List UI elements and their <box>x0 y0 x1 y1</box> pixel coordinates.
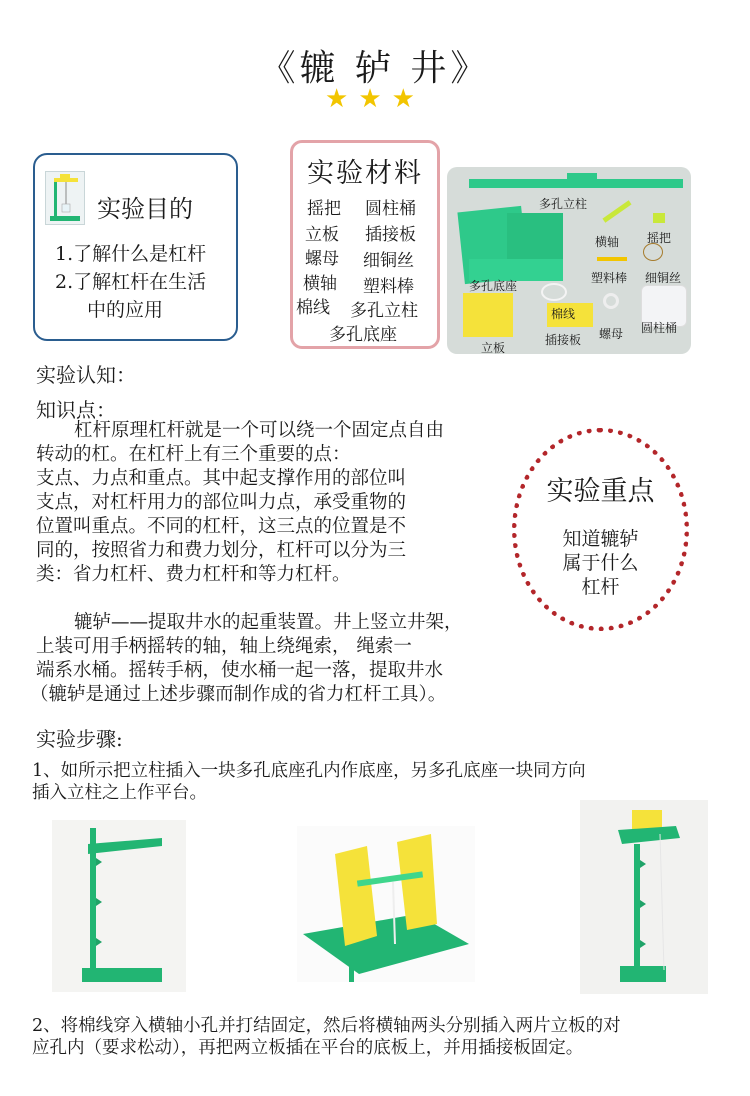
material-item: 塑料棒 <box>363 277 414 297</box>
windlass-line: （辘轳是通过上述步骤而制作成的省力杠杆工具）。 <box>30 684 447 705</box>
material-item: 多孔立柱 <box>350 301 418 321</box>
photo-label: 摇把 <box>647 231 672 245</box>
material-item: 细铜丝 <box>363 251 414 271</box>
material-item: 立板 <box>305 225 339 245</box>
photo-label: 插接板 <box>545 333 582 347</box>
steps-heading: 实验步骤: <box>36 727 123 751</box>
photo-label: 细铜丝 <box>645 271 682 285</box>
knowledge-line: 支点，对杠杆用力的部位叫力点，承受重物的 <box>36 492 407 513</box>
photo-part <box>602 200 631 222</box>
goal-item-2: 2.了解杠杆在生活 <box>55 271 207 293</box>
focus-line: 知道辘轳 <box>562 528 639 550</box>
knowledge-line: 杠杆原理杠杆就是一个可以绕一个固定点自由 <box>74 420 445 441</box>
photo-part <box>541 283 567 301</box>
photo-label: 横轴 <box>595 235 620 249</box>
material-item: 横轴 <box>303 274 337 294</box>
step1-photo-2 <box>297 826 475 982</box>
focus-title: 实验重点 <box>546 476 655 507</box>
photo-part <box>567 173 597 181</box>
photo-label: 塑料棒 <box>591 271 628 285</box>
material-item: 圆柱桶 <box>365 199 416 219</box>
difficulty-stars: ★★★ <box>325 84 425 114</box>
focus-text <box>517 527 684 599</box>
step1-line: 1、如所示把立柱插入一块多孔底座孔内作底座，另多孔底座一块同方向 <box>32 761 586 781</box>
material-item: 棉线 <box>296 298 330 318</box>
section-cognition-heading: 实验认知： <box>36 363 136 387</box>
focus-line: 属于什么 <box>562 552 639 574</box>
knowledge-line: 支点、力点和重点。其中起支撑作用的部位叫 <box>36 468 407 489</box>
photo-label: 多孔立柱 <box>539 197 588 211</box>
step2-line: 应孔内（要求松动），再把两立板插在平台的底板上，并用插接板固定。 <box>32 1038 584 1058</box>
photo-label: 立板 <box>481 341 506 354</box>
step1-line: 插入立柱之上作平台。 <box>32 783 207 803</box>
photo-part <box>463 293 513 337</box>
photo-label: 圆柱桶 <box>641 321 678 335</box>
materials-title: 实验材料 <box>307 158 423 189</box>
windlass-line: 辘轳——提取井水的起重装置。井上竖立井架， <box>74 612 463 633</box>
windlass-line: 上装可用手柄摇转的轴，轴上绕绳索， 绳索一 <box>36 636 412 657</box>
material-item: 摇把 <box>307 199 341 219</box>
knowledge-heading: 知识点： <box>36 398 116 422</box>
step1-photo-3 <box>580 800 708 994</box>
goal-item-2-continued: 中的应用 <box>87 299 164 321</box>
photo-part <box>603 293 619 309</box>
knowledge-line: 同的，按照省力和费力划分，杠杆可以分为三 <box>36 540 407 561</box>
knowledge-line: 类：省力杠杆、费力杠杆和等力杠杆。 <box>36 564 351 585</box>
step1-photo-1 <box>52 820 186 992</box>
goal-thumbnail-image <box>45 171 85 225</box>
goal-item-1: 1.了解什么是杠杆 <box>55 243 207 265</box>
knowledge-line: 转动的杠。在杠杆上有三个重要的点： <box>36 444 351 465</box>
material-item: 插接板 <box>365 225 416 245</box>
focus-line: 杠杆 <box>581 576 620 598</box>
photo-label: 螺母 <box>599 327 624 341</box>
photo-label: 棉线 <box>551 307 576 321</box>
material-item: 多孔底座 <box>329 325 397 345</box>
page-title: 《辘 轳 井》 <box>259 48 491 89</box>
windlass-line: 端系水桶。摇转手柄，使水桶一起一落，提取井水 <box>36 660 444 681</box>
materials-photo <box>447 167 691 354</box>
material-item: 螺母 <box>305 249 339 269</box>
step2-line: 2、将棉线穿入横轴小孔并打结固定，然后将横轴两头分别插入两片立板的对 <box>32 1016 621 1036</box>
photo-part <box>653 213 665 223</box>
focus-circle <box>512 428 689 631</box>
photo-part <box>597 257 627 261</box>
materials-box <box>290 140 440 349</box>
goal-title: 实验目的 <box>97 195 193 223</box>
knowledge-line: 位置叫重点。不同的杠杆，这三点的位置是不 <box>36 516 407 537</box>
photo-label: 多孔底座 <box>469 279 518 293</box>
goal-box <box>33 153 238 341</box>
